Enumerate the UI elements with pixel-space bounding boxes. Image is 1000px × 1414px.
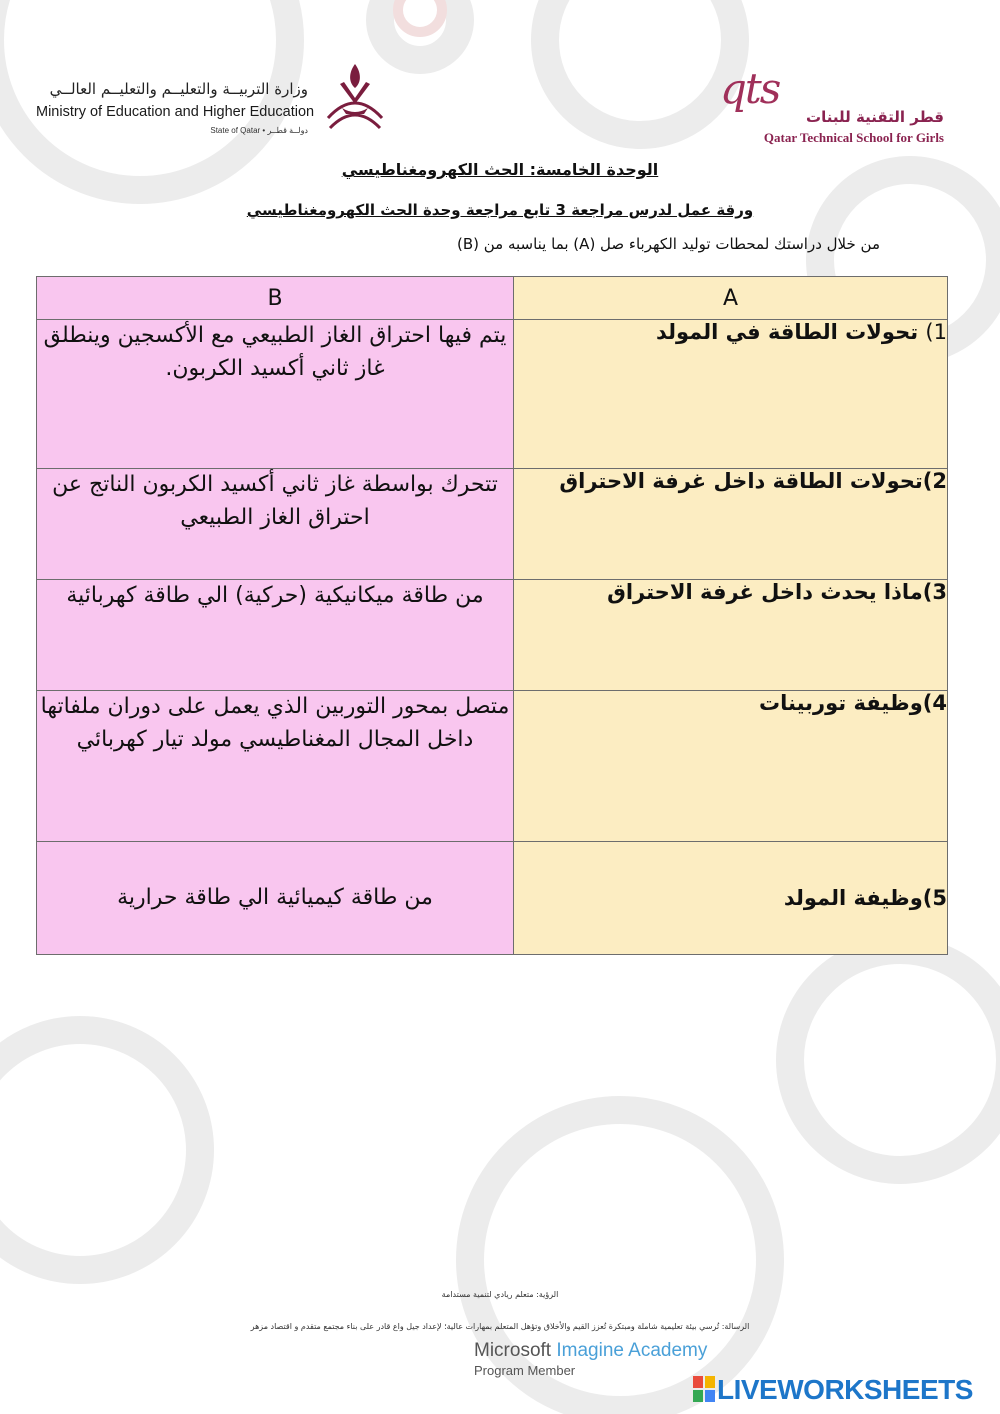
answer-b-cell[interactable]: متصل بمحور التوربين الذي يعمل على دوران ملفاتها داخل المجال المغناطيسي مولد تيار كهربائي [37,691,514,842]
unit-title: الوحدة الخامسة: الحث الكهرومغناطيسي [341,160,659,179]
column-b-header: B [37,277,514,320]
answer-b-cell[interactable]: من طاقة ميكانيكية (حركية) الي طاقة كهربائية [37,580,514,691]
imagine-academy-text: Imagine Academy [556,1340,708,1361]
question-number: 1) [925,320,947,344]
vision-statement: الرؤية: متعلم ريادي لتنمية مستدامة [441,1290,559,1299]
table-row [37,320,948,469]
worksheet-subtitle: ورقة عمل لدرس مراجعة 3 تابع مراجعة وحدة الحث الكهرومغناطيسي [246,201,754,219]
mission-statement: الرسالة: تُرسي بيئة تعليمية شاملة ومبتكرة تُعزز القيم والأخلاق وتؤهل المتعلم بمهارات عالية؛ لإعداد جيل واع قادر على بناء مجتمع متقدم و اقتصاد مزهر [250,1322,750,1331]
school-name-english: Qatar Technical School for Girls [763,130,944,145]
question-text: وظيفة المولد [783,886,923,910]
microsoft-imagine-academy-logo [474,1340,707,1378]
question-a-cell [514,691,948,842]
table-row [37,691,948,842]
program-member-text: Program Member [474,1363,576,1378]
question-number: 3) [922,580,947,604]
question-text: ماذا يحدث داخل غرفة الاحتراق [607,580,923,604]
school-name-arabic: قطر التقنية للبنات [806,108,944,126]
table-row [37,580,948,691]
instruction-text: من خلال دراستك لمحطات توليد الكهرباء صل (A) بما يناسبه من (B) [456,235,880,253]
table-row [37,842,948,955]
microsoft-brand-text: Microsoft [474,1340,552,1361]
answer-b-cell[interactable]: يتم فيها احتراق الغاز الطبيعي مع الأكسجين وينطلق غاز ثاني أكسيد الكربون. [37,320,514,469]
question-text: وظيفة توربينات [759,691,923,715]
question-a-cell [514,842,948,955]
school-logo [720,62,950,152]
question-number: 2) [922,469,947,493]
ministry-logo [36,58,396,148]
matching-table [36,276,948,955]
table-row [37,469,948,580]
qatar-emblem-icon [314,58,396,140]
ministry-name-arabic: وزارة التربيــة والتعليــم والتعليــم العالــي [49,80,308,98]
ministry-name-english: Ministry of Education and Higher Education [36,104,315,120]
school-logo-monogram: qts [720,64,780,113]
question-number: 5) [922,886,947,910]
question-text: تحولات الطاقة داخل غرفة الاحتراق [559,469,923,493]
column-a-header: A [514,277,948,320]
question-a-cell [514,320,948,469]
ministry-state-label: State of Qatar • دولــة قطــر [210,126,308,135]
question-text: تحولات الطاقة في المولد [655,320,919,344]
answer-b-cell[interactable]: تتحرك بواسطة غاز ثاني أكسيد الكربون الناتج عن احتراق الغاز الطبيعي [37,469,514,580]
question-a-cell [514,580,948,691]
question-number: 4) [922,691,947,715]
liveworksheets-brand-text: LIVEWORKSHEETS [717,1374,973,1405]
question-a-cell [514,469,948,580]
answer-b-cell[interactable]: من طاقة كيميائية الي طاقة حرارية [37,842,514,955]
table-header-row [37,277,948,320]
liveworksheets-icon [693,1376,715,1402]
